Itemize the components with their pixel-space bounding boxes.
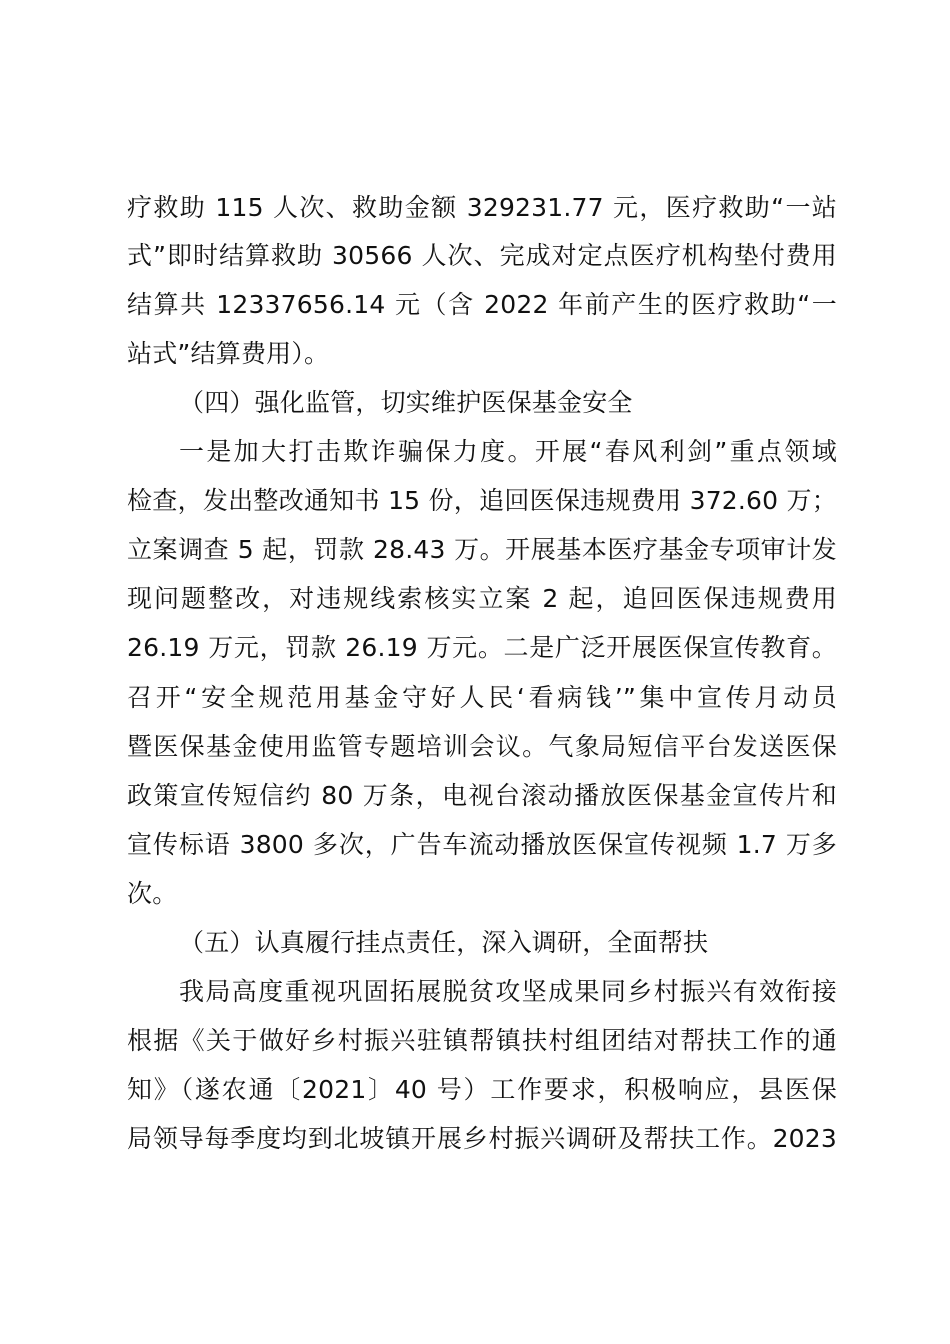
body-text-line: 我局高度重视巩固拓展脱贫攻坚成果同乡村振兴有效衔接 bbox=[179, 977, 837, 1006]
body-text-line: 站式”结算费用）。 bbox=[127, 339, 330, 368]
body-text-line: 一是加大打击欺诈骗保力度。开展“春风利剑”重点领域 bbox=[179, 437, 837, 466]
body-text-line: 检查，发出整改通知书 15 份，追回医保违规费用 372.60 万； bbox=[127, 486, 837, 515]
body-text-line: 政策宣传短信约 80 万条，电视台滚动播放医保基金宣传片和 bbox=[127, 781, 837, 810]
body-text-line: 26.19 万元，罚款 26.19 万元。二是广泛开展医保宣传教育。 bbox=[127, 633, 837, 662]
body-text-line: 召开“安全规范用基金守好人民‘看病钱’”集中宣传月动员 bbox=[127, 683, 837, 712]
body-text-line: 结算共 12337656.14 元（含 2022 年前产生的医疗救助“一 bbox=[127, 290, 837, 319]
body-text-line: 局领导每季度均到北坡镇开展乡村振兴调研及帮扶工作。2023 bbox=[127, 1124, 837, 1153]
body-text-line: 次。 bbox=[127, 879, 178, 908]
section-heading-four: （四）强化监管，切实维护医保基金安全 bbox=[179, 388, 633, 417]
body-text-line: 式”即时结算救助 30566 人次、完成对定点医疗机构垫付费用 bbox=[127, 241, 837, 270]
body-text-line: 立案调查 5 起，罚款 28.43 万。开展基本医疗基金专项审计发 bbox=[127, 535, 837, 564]
section-heading-five: （五）认真履行挂点责任，深入调研，全面帮扶 bbox=[179, 928, 709, 957]
body-text-line: 现问题整改，对违规线索核实立案 2 起，追回医保违规费用 bbox=[127, 584, 837, 613]
body-text-line: 宣传标语 3800 多次，广告车流动播放医保宣传视频 1.7 万多 bbox=[127, 830, 837, 859]
body-text-line: 知》（遂农通〔2021〕40 号）工作要求，积极响应，县医保 bbox=[127, 1075, 837, 1104]
body-text-line: 暨医保基金使用监管专题培训会议。气象局短信平台发送医保 bbox=[127, 732, 837, 761]
body-text-line: 疗救助 115 人次、救助金额 329231.77 元，医疗救助“一站 bbox=[127, 193, 837, 222]
body-text-line: 根据《关于做好乡村振兴驻镇帮镇扶村组团结对帮扶工作的通 bbox=[127, 1026, 837, 1055]
